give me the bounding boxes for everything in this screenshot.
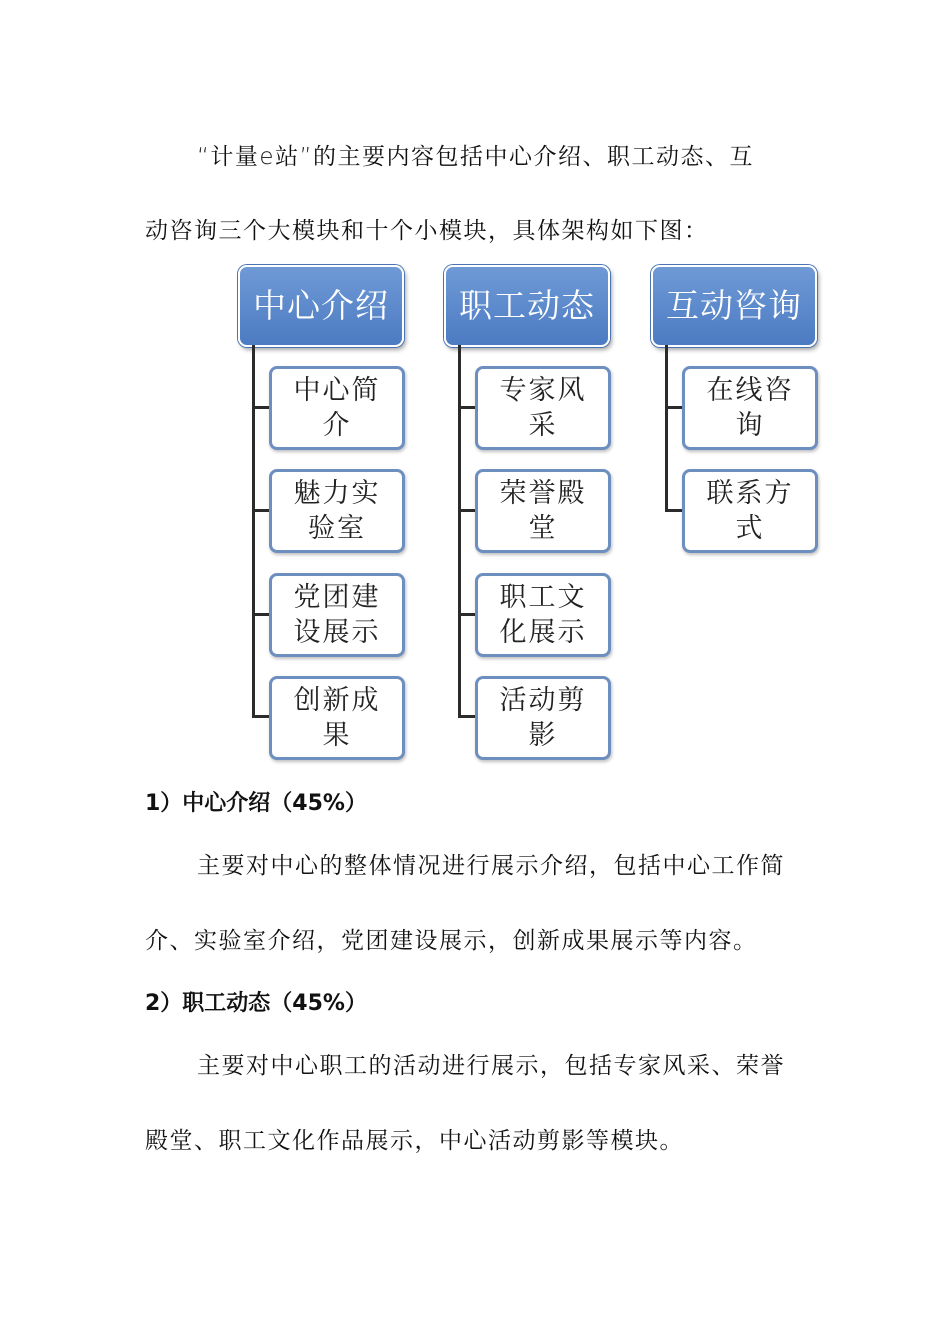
connector-line bbox=[252, 613, 270, 616]
section-2-line-2: 殿堂、职工文化作品展示，中心活动剪影等模块。 bbox=[145, 1128, 684, 1154]
org-item: 创新成果 bbox=[269, 676, 405, 760]
org-item: 魅力实验室 bbox=[269, 469, 405, 553]
org-top-box-center-intro: 中心介绍 bbox=[238, 265, 404, 347]
org-item: 党团建设展示 bbox=[269, 573, 405, 657]
connector-line bbox=[458, 715, 476, 718]
org-item: 活动剪影 bbox=[475, 676, 611, 760]
org-item: 在线咨询 bbox=[682, 366, 818, 450]
section-1-line-2: 介、实验室介绍，党团建设展示，创新成果展示等内容。 bbox=[145, 928, 758, 954]
section-1-heading: 1）中心介绍（45%） bbox=[145, 791, 367, 816]
org-top-box-staff-news: 职工动态 bbox=[444, 265, 610, 347]
connector-line bbox=[458, 345, 461, 717]
connector-line bbox=[252, 715, 270, 718]
connector-line bbox=[458, 509, 476, 512]
org-item: 中心简介 bbox=[269, 366, 405, 450]
section-1-line-1: 主要对中心的整体情况进行展示介绍，包括中心工作简 bbox=[197, 853, 785, 879]
connector-line bbox=[458, 406, 476, 409]
org-item: 职工文化展示 bbox=[475, 573, 611, 657]
connector-line bbox=[665, 509, 683, 512]
connector-line bbox=[252, 509, 270, 512]
connector-line bbox=[665, 406, 683, 409]
org-item: 专家风采 bbox=[475, 366, 611, 450]
org-top-box-interactive-consult: 互动咨询 bbox=[651, 265, 817, 347]
org-item: 荣誉殿堂 bbox=[475, 469, 611, 553]
intro-line-2: 动咨询三个大模块和十个小模块，具体架构如下图： bbox=[145, 218, 709, 244]
connector-line bbox=[665, 345, 668, 512]
intro-line-1: “计量e站”的主要内容包括中心介绍、职工动态、互 bbox=[197, 144, 754, 170]
section-2-line-1: 主要对中心职工的活动进行展示，包括专家风采、荣誉 bbox=[197, 1053, 785, 1079]
connector-line bbox=[458, 613, 476, 616]
connector-line bbox=[252, 406, 270, 409]
connector-line bbox=[252, 345, 255, 717]
org-item: 联系方式 bbox=[682, 469, 818, 553]
section-2-heading: 2）职工动态（45%） bbox=[145, 991, 367, 1016]
